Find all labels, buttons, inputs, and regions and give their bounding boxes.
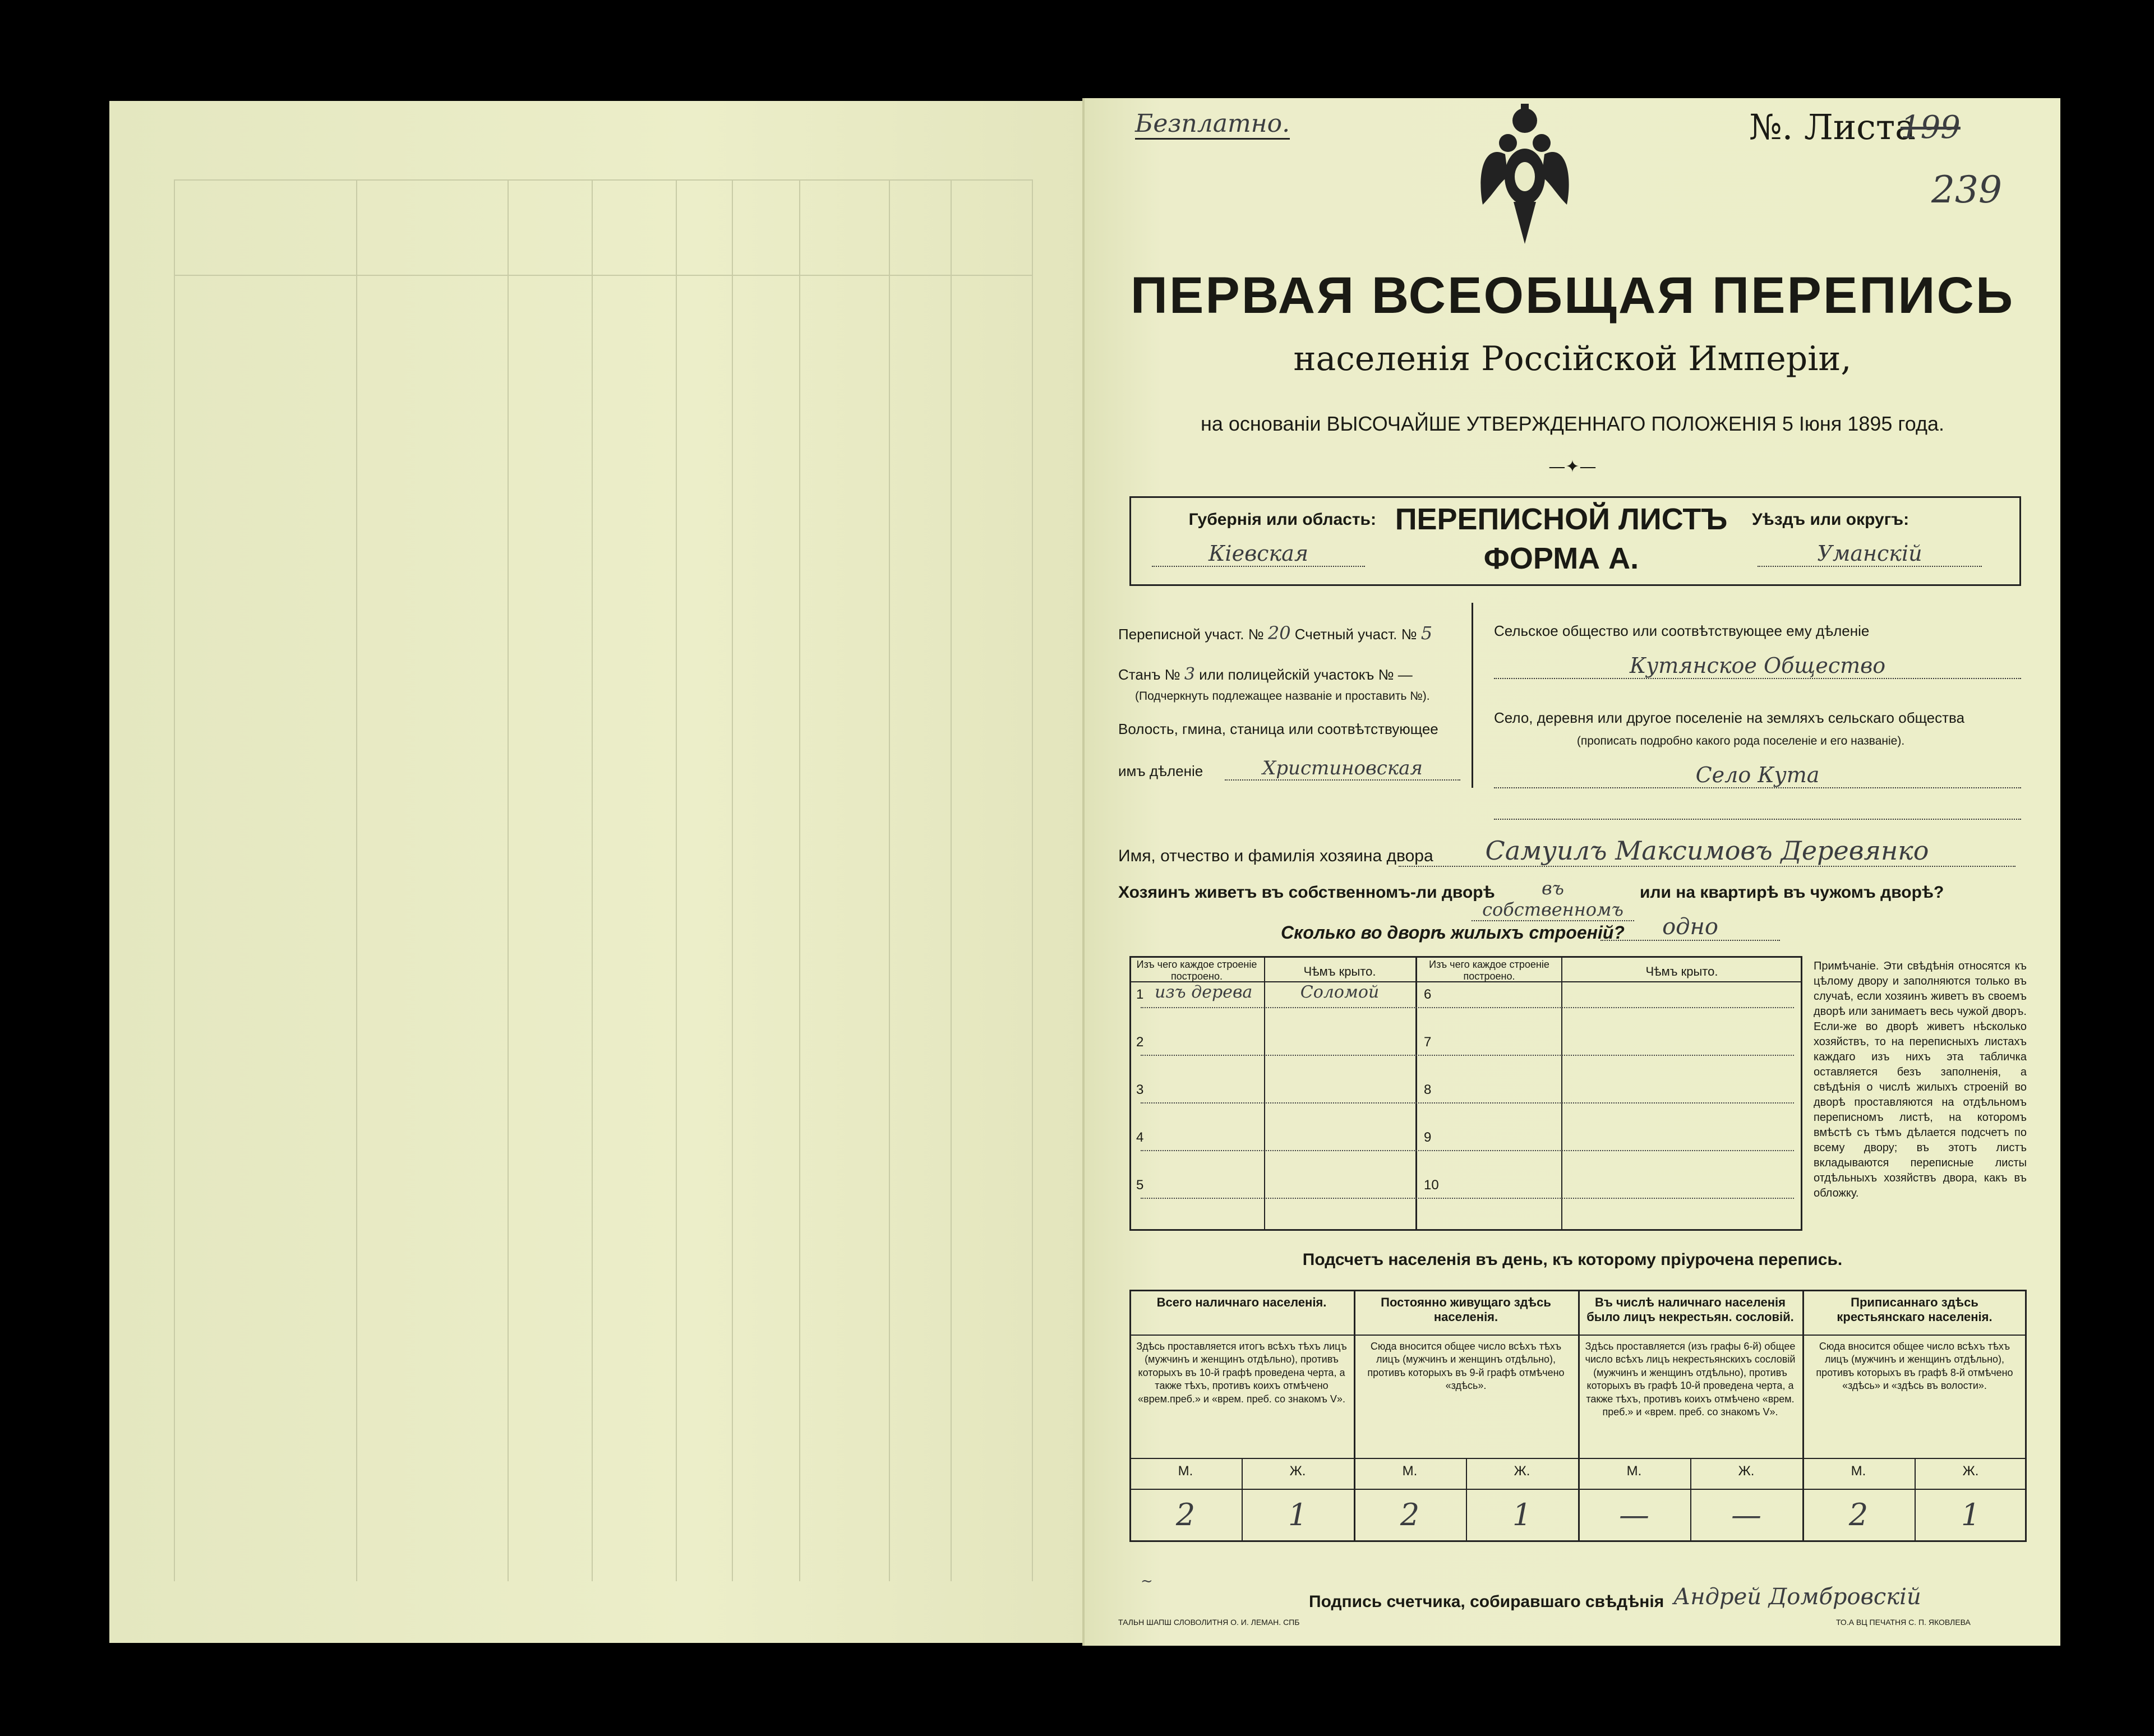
tally-col-desc: Сюда вносится общее число всѣхъ тѣхъ лицъ (мужчинъ и женщинъ отдѣльно), противъ которыхъ въ графѣ 8-й отмѣчено «здѣсь» и «здѣсь въ волости». bbox=[1816, 1341, 2013, 1392]
village-label: Село, деревня или другое поселеніе на земляхъ сельскаго общества bbox=[1494, 709, 1965, 726]
building-row-number: 10 bbox=[1424, 1178, 1439, 1193]
tally-male-value: 2 bbox=[1848, 1497, 1869, 1532]
right-imprint: ТО.А ВЦ ПЕЧАТНЯ С. П. ЯКОВЛЕВА bbox=[1836, 1618, 1971, 1627]
ghost-rule bbox=[676, 179, 677, 1581]
ghost-rule bbox=[951, 179, 952, 1581]
tally-col-title: Въ числѣ наличнаго населенія было лицъ некрестьян. сословій. bbox=[1586, 1295, 1794, 1324]
ghost-rule bbox=[799, 179, 800, 1581]
tally-male-label: М. bbox=[1402, 1463, 1418, 1479]
tally-col-desc: Здѣсь проставляется итогъ всѣхъ тѣхъ лицъ (мужчинъ и женщинъ отдѣльно), противъ которыхъ въ 10-й графѣ проведена черта, а также тѣхъ, противъ коихъ отмѣчено «врем.преб.» и «врем. преб. со знакомъ V». bbox=[1136, 1341, 1347, 1405]
col-built-right: Изъ чего каждое строеніе построено. bbox=[1429, 959, 1549, 982]
building-row-line bbox=[1141, 1055, 1794, 1056]
sheet-number-side: 239 bbox=[1931, 168, 2002, 211]
ghost-rule bbox=[508, 179, 509, 1581]
table-col-rule bbox=[1415, 956, 1417, 1231]
free-label: Безплатно. bbox=[1135, 109, 1290, 140]
gubernia-value: Кіевская bbox=[1152, 541, 1365, 567]
signature-label: Подпись счетчика, собиравшаго свѣдѣнія bbox=[1309, 1592, 1664, 1611]
tally-female-label: Ж. bbox=[1514, 1463, 1530, 1479]
gubernia-label: Губернія или область: bbox=[1188, 510, 1376, 529]
village-extra-line bbox=[1494, 819, 2021, 820]
tally-male-label: М. bbox=[1178, 1463, 1193, 1479]
building-row-line bbox=[1141, 1102, 1794, 1104]
volost-label: Волость, гмина, станица или соотвѣтствующее bbox=[1118, 721, 1438, 737]
uezd-label: Уѣздъ или округъ: bbox=[1752, 510, 1909, 529]
building-row-number: 9 bbox=[1424, 1130, 1432, 1145]
owner-lives-label-2: или на квартирѣ въ чужомъ дворѣ? bbox=[1640, 883, 1944, 902]
building-roof-value: Соломой bbox=[1300, 982, 1380, 1002]
stan-value: 3 bbox=[1184, 664, 1195, 684]
underline-note: (Подчеркнуть подлежащее названіе и проставить №). bbox=[1135, 690, 1430, 703]
tally-male-label: М. bbox=[1626, 1463, 1642, 1479]
tally-col-title: Постоянно живущаго здѣсь населенія. bbox=[1381, 1295, 1551, 1324]
form-letter: ФОРМА А. bbox=[1483, 542, 1639, 575]
ghost-rule bbox=[174, 179, 1032, 181]
stan-label: Станъ № bbox=[1118, 666, 1180, 683]
building-row-number: 8 bbox=[1424, 1082, 1432, 1097]
buildings-count-value: одно bbox=[1600, 914, 1780, 941]
sheet-number-label: №. Листа bbox=[1749, 107, 1916, 147]
tally-female-value: 1 bbox=[1512, 1497, 1532, 1532]
building-row-number: 5 bbox=[1136, 1178, 1144, 1193]
owner-name-label: Имя, отчество и фамилія хозяина двора bbox=[1118, 847, 1433, 865]
ghost-rule bbox=[732, 179, 733, 1581]
village-note: (прописать подробно какого рода поселеніе и его названіе). bbox=[1576, 735, 1905, 747]
left-imprint: ТАЛЬН ШАПШ СЛОВОЛИТНЯ О. И. ЛЕМАН. СПБ bbox=[1118, 1618, 1300, 1627]
tally-male-value: — bbox=[1619, 1497, 1649, 1532]
subtitle: населенія Россійской Имперіи, bbox=[1293, 339, 1852, 378]
society-label: Сельское общество или соотвѣтствующее ему дѣленіе bbox=[1494, 622, 1870, 639]
building-row-number: 6 bbox=[1424, 987, 1432, 1002]
sheet-number-crossed: 199 bbox=[1901, 109, 1961, 146]
stan-row bbox=[1118, 664, 1466, 684]
ghost-rule bbox=[174, 179, 175, 1581]
tally-male-value: 2 bbox=[1400, 1497, 1420, 1532]
table-col-rule bbox=[1264, 956, 1265, 1231]
buildings-count-label: Сколько во дворѣ жилыхъ строеній? bbox=[1281, 922, 1625, 943]
tally-female-value: — bbox=[1731, 1497, 1761, 1532]
col-roof-left: Чѣмъ крыто. bbox=[1303, 964, 1376, 978]
tally-male-value: 2 bbox=[1175, 1497, 1196, 1532]
ghost-rule bbox=[356, 179, 357, 1581]
tally-col-desc: Здѣсь проставляется (изъ графы 6-й) общее число всѣхъ лицъ некрестьянскихъ сословій (мужчинъ и женщинъ отдѣльно), противъ которыхъ въ графѣ 10-й проведена черта, а также тѣхъ, противъ коихъ отмѣчено «врем. преб.» и «врем. преб. со знакомъ V». bbox=[1585, 1341, 1796, 1418]
ghost-rule bbox=[174, 275, 1032, 276]
ghost-rule bbox=[1032, 179, 1033, 1581]
building-row-line bbox=[1141, 1150, 1794, 1151]
building-row-number: 3 bbox=[1136, 1082, 1144, 1097]
imperial-eagle-emblem-icon bbox=[1477, 98, 1572, 255]
table-col-rule bbox=[1561, 956, 1562, 1231]
stamp-mark: ~ bbox=[1141, 1573, 1153, 1590]
tally-female-label: Ж. bbox=[1289, 1463, 1306, 1479]
tally-heading: Подсчетъ населенія въ день, къ которому пріурочена перепись. bbox=[1302, 1250, 1843, 1269]
tally-female-label: Ж. bbox=[1738, 1463, 1755, 1479]
building-row-line bbox=[1141, 1007, 1794, 1008]
tally-col-title: Всего наличнаго населенія. bbox=[1156, 1295, 1327, 1309]
col-roof-right: Чѣмъ крыто. bbox=[1645, 964, 1718, 978]
left-page-back bbox=[109, 101, 1085, 1643]
building-row-number: 1 bbox=[1136, 987, 1144, 1002]
form-title: ПЕРЕПИСНОЙ ЛИСТЪ bbox=[1395, 502, 1728, 536]
tally-female-label: Ж. bbox=[1962, 1463, 1979, 1479]
building-built-value: изъ дерева bbox=[1155, 982, 1253, 1002]
village-value: Село Кута bbox=[1494, 763, 2021, 788]
tally-female-value: 1 bbox=[1961, 1497, 1981, 1532]
owner-lives-value: въ собственномъ bbox=[1472, 878, 1634, 921]
police-value: — bbox=[1397, 666, 1413, 683]
census-district-value: 20 bbox=[1267, 622, 1291, 644]
building-row-number: 2 bbox=[1136, 1035, 1144, 1050]
building-row-number: 7 bbox=[1424, 1035, 1432, 1050]
counting-district-value: 5 bbox=[1420, 622, 1433, 644]
tally-mf-header-rule bbox=[1129, 1489, 2027, 1490]
building-row-number: 4 bbox=[1136, 1130, 1144, 1145]
note-text: Примѣчаніе. Эти свѣдѣнія относятся къ цѣлому двору и заполняются только въ случаѣ, если хозяинъ живетъ въ своемъ дворѣ или занимаетъ весь чужой дворъ. Если-же во дворѣ живетъ нѣсколько хозяйствъ, то на переписныхъ листахъ каждаго изъ нихъ эта табличка оставляется безъ заполненія, а свѣдѣнія о числѣ жилыхъ строеній во дворѣ проставляются на отдѣльномъ переписномъ листѣ, на которомъ вмѣстѣ съ тѣмъ дѣлается подсчетъ по всему двору; въ этотъ листъ вкладываются переписные листы отдѣльныхъ хозяйствъ двора, какъ въ обложку. bbox=[1814, 960, 2027, 1199]
ornament-divider: —✦— bbox=[1548, 457, 1597, 477]
census-form-page bbox=[1082, 98, 2060, 1646]
basis-line: на основаніи ВЫСОЧАЙШЕ УТВЕРЖДЕННАГО ПОЛОЖЕНІЯ 5 Іюня 1895 года. bbox=[1200, 412, 1944, 435]
ghost-rule bbox=[889, 179, 890, 1581]
volost-label-2: имъ дѣленіе bbox=[1118, 763, 1203, 779]
census-district-label: Переписной участ. № bbox=[1118, 626, 1264, 643]
census-district-row bbox=[1118, 622, 1466, 644]
building-row-line bbox=[1141, 1198, 1794, 1199]
volost-value: Христиновская bbox=[1225, 757, 1460, 781]
owner-lives-label: Хозяинъ живетъ въ собственномъ-ли дворѣ bbox=[1118, 883, 1495, 902]
tally-desc-rule bbox=[1129, 1458, 2027, 1459]
society-value: Кутянское Общество bbox=[1494, 653, 2021, 679]
police-label: или полицейскій участокъ № bbox=[1199, 666, 1394, 683]
ghost-rule bbox=[592, 179, 593, 1581]
owner-name-value: Самуилъ Максимовъ Деревянко bbox=[1399, 835, 2015, 867]
tally-title-rule bbox=[1129, 1335, 2027, 1336]
tally-male-label: М. bbox=[1851, 1463, 1866, 1479]
uezd-value: Уманскій bbox=[1758, 541, 1982, 567]
col-built-left: Изъ чего каждое строеніе построено. bbox=[1136, 959, 1257, 982]
signature-value: Андрей Домбровскій bbox=[1673, 1584, 1921, 1610]
main-title: ПЕРВАЯ ВСЕОБЩАЯ ПЕРЕПИСЬ bbox=[1130, 267, 2015, 324]
tally-col-desc: Сюда вносится общее число всѣхъ тѣхъ лицъ (мужчинъ и женщинъ отдѣльно), противъ которыхъ въ 9-й графѣ отмѣчено «здѣсь». bbox=[1367, 1341, 1565, 1392]
tally-female-value: 1 bbox=[1288, 1497, 1308, 1532]
tally-col-title: Приписаннаго здѣсь крестьянскаго населенія. bbox=[1837, 1295, 1992, 1324]
counting-district-label: Счетный участ. № bbox=[1294, 626, 1417, 643]
fields-divider bbox=[1472, 603, 1473, 788]
